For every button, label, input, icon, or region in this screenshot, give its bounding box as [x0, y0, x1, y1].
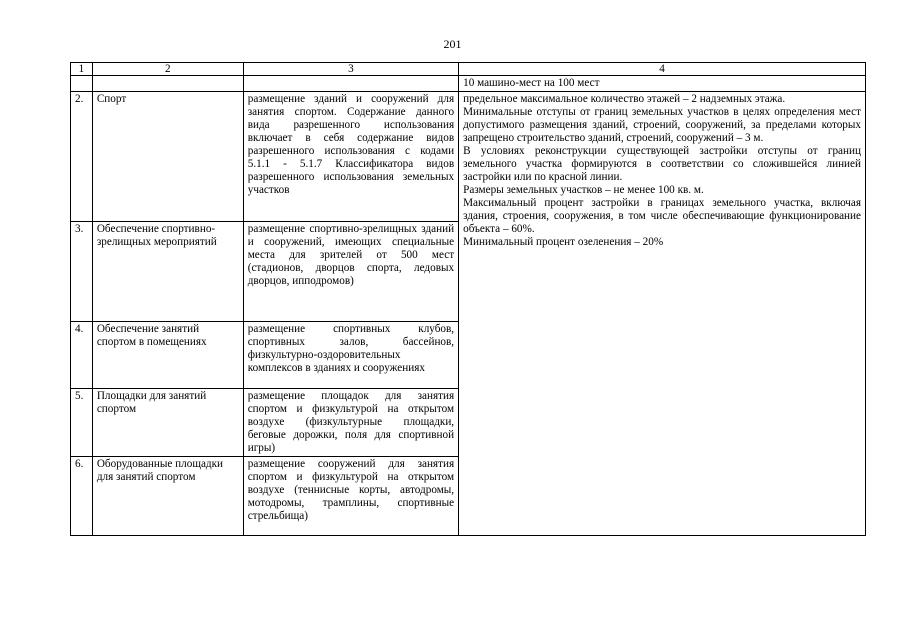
use-description: размещение сооружений для занятия спортом и физкультурой на открытом воздухе (теннисные корты, автодромы, мотодромы, трамплины, спортивные стрельбища): [243, 457, 458, 536]
continuation-row: [71, 76, 866, 92]
page-number: 201: [443, 37, 462, 51]
use-description: размещение зданий и сооружений для занятия спортом. Содержание данного вида разрешенного использования включает в себя содержание видов разрешенного использования с кодами 5.1.1 - 5.1.7 Классификатора видов разрешенного использования земельных участков: [243, 92, 458, 222]
param-floors: предельное максимальное количество этажей – 2 надземных этажа.: [463, 93, 786, 105]
table-row: [71, 92, 866, 222]
header-col-3: 3: [243, 63, 458, 76]
param-reconstruction: В условиях реконструкции существующей застройки отступы от границ земельного участка формируются в соответствии со сложившейся линией застройки или по красной линии.: [463, 145, 861, 183]
use-description: размещение спортивных клубов, спортивных залов, бассейнов, физкультурно-оздоровительных комплексов в зданиях и сооружениях: [243, 322, 458, 389]
row-number: 4.: [71, 322, 93, 389]
header-col-1: 1: [71, 63, 93, 76]
use-name: Обеспечение спортивно-зрелищных мероприятий: [92, 222, 243, 322]
row-number: 2.: [71, 92, 93, 222]
param-greenery: Минимальный процент озеленения – 20%: [463, 236, 664, 248]
use-name: Площадки для занятий спортом: [92, 389, 243, 457]
param-plot-size: Размеры земельных участков – не менее 100 кв. м.: [463, 184, 704, 196]
use-description: размещение площадок для занятия спортом и физкультурой на открытом воздухе (физкультурные площадки, беговые дорожки, поля для спортивной игры): [243, 389, 458, 457]
use-name: Спорт: [92, 92, 243, 222]
parameters-cell: [459, 92, 866, 536]
param-setbacks: Минимальные отступы от границ земельных участков в целях определения мест допустимого размещения зданий, строений, сооружений, за пределами которых запрещено строительство зданий, строений, сооружений – 3 м.: [463, 106, 861, 144]
param-built-up: Максимальный процент застройки в границах земельного участка, включая здания, строения, сооружения, в том числе обеспечивающие функционирование объекта – 60%.: [463, 197, 861, 235]
header-col-4: 4: [459, 63, 866, 76]
use-name: Обеспечение занятий спортом в помещениях: [92, 322, 243, 389]
continuation-text: 10 машино-мест на 100 мест: [459, 76, 866, 92]
zoning-table: [70, 62, 866, 536]
row-number: 6.: [71, 457, 93, 536]
header-col-2: 2: [92, 63, 243, 76]
use-description: размещение спортивно-зрелищных зданий и сооружений, имеющих специальные места для зрителей от 500 мест (стадионов, дворцов спорта, ледовых дворцов, ипподромов): [243, 222, 458, 322]
header-row: [71, 63, 866, 76]
row-number: 5.: [71, 389, 93, 457]
row-number: 3.: [71, 222, 93, 322]
use-name: Оборудованные площадки для занятий спортом: [92, 457, 243, 536]
